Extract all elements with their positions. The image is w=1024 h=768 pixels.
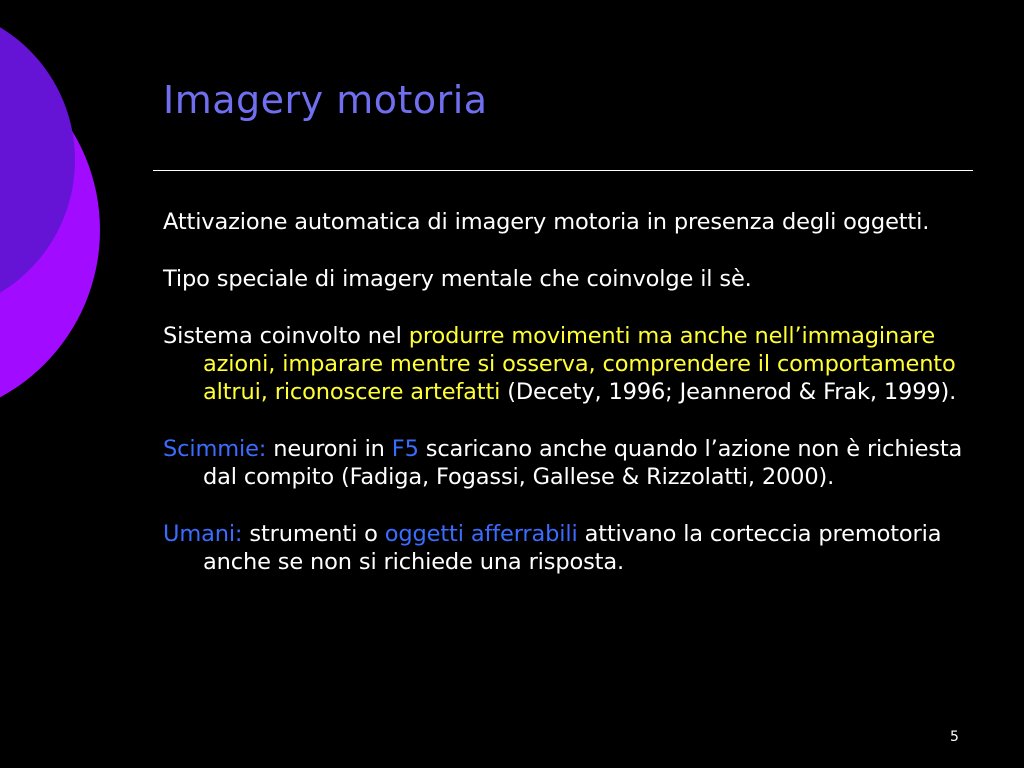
text-segment: Attivazione automatica di imagery motoria in presenza degli oggetti.: [163, 209, 930, 235]
paragraph: [163, 322, 963, 406]
text-segment: attivano la corteccia premotoria anche se non si richiede una risposta.: [203, 521, 942, 575]
slide-title: Imagery motoria: [163, 78, 488, 122]
highlighted-label: Scimmie:: [163, 436, 267, 462]
page-number: 5: [950, 729, 959, 745]
slide-body: [163, 208, 963, 605]
paragraph: [163, 435, 963, 491]
paragraph: [163, 520, 963, 576]
text-segment: scaricano anche quando l’azione non è richiesta dal compito (Fadiga, Fogassi, Gallese & Rizzolatti, 2000).: [203, 436, 963, 490]
title-divider: [153, 170, 973, 171]
text-segment: strumenti o: [242, 521, 385, 547]
highlighted-text: F5: [391, 436, 419, 462]
paragraph: [163, 208, 963, 236]
text-segment: (Decety, 1996; Jeannerod & Frak, 1999).: [500, 379, 957, 405]
decorative-circles: [0, 0, 110, 420]
text-segment: neuroni in: [266, 436, 392, 462]
text-segment: Tipo speciale di imagery mentale che coinvolge il sè.: [163, 266, 752, 292]
text-segment: Sistema coinvolto nel: [163, 323, 409, 349]
highlighted-text: oggetti afferrabili: [384, 521, 578, 547]
paragraph: [163, 265, 963, 293]
highlighted-text: produrre movimenti ma anche nell’immaginare azioni, imparare mentre si osserva, comprendere il comportamento altrui, riconoscere artefatti: [203, 323, 956, 405]
highlighted-label: Umani:: [163, 521, 243, 547]
